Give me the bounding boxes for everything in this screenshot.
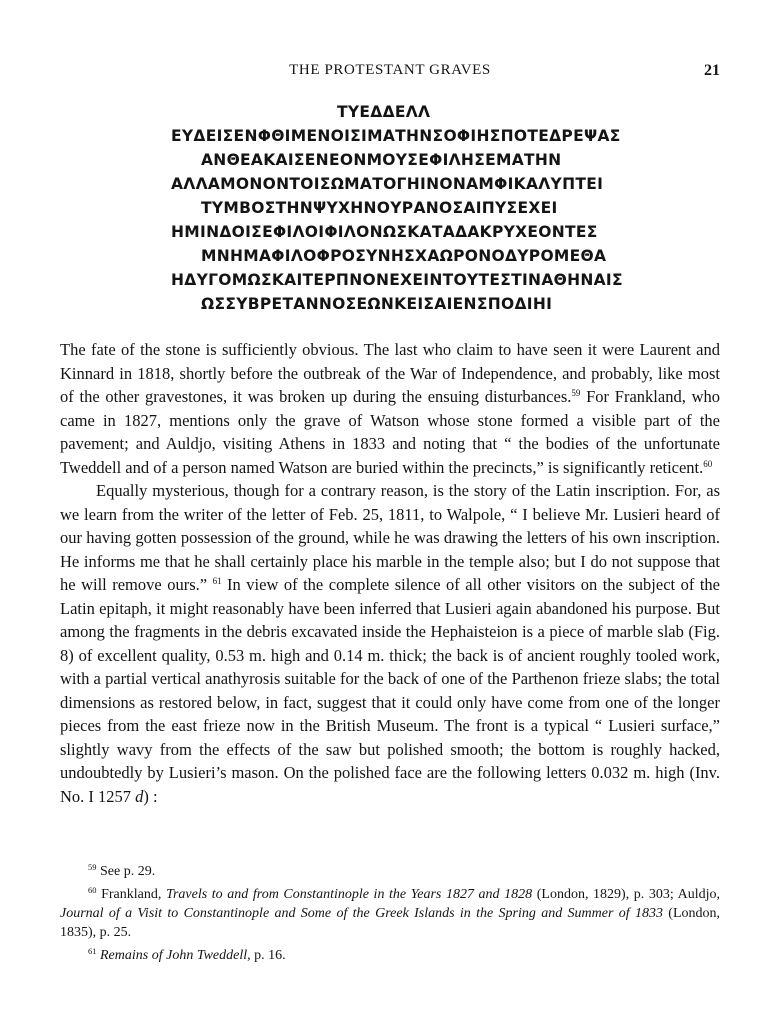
inventory-suffix: d bbox=[135, 786, 144, 806]
footnote-text: (London, 1829), p. 303; Auldjo, bbox=[532, 887, 721, 902]
paragraph-text: For Frankland, who came in 1827, mentions only the grave of Watson whose stone formed a visible part of the pavement; and Auldjo, visiting Athens in 1833 and noting that “ the bodies of the unfortunate Tweddell and of a person named Watson are buried within the precincts,” is significantly reticent. bbox=[60, 387, 720, 477]
footnote-ref: 60 bbox=[703, 458, 713, 469]
inscription-line: ΑΛΛΑΜΟΝΟΝΤΟΙΣΩΜΑΤΟΓΗΙΝΟΝΑΜΦΙΚΑΛΥΠΤΕΙ bbox=[171, 175, 604, 193]
inscription-line: ΑΝΘΕΑΚΑΙΣΕΝΕΟΝΜΟΥΣΕΦΙΛΗΣΕΜΑΤΗΝ bbox=[201, 151, 562, 169]
book-title: Travels to and from Constantinople in the Years 1827 and 1828 bbox=[165, 887, 533, 902]
running-title: THE PROTESTANT GRAVES bbox=[289, 62, 491, 78]
inscription-line: ΤΥΜΒΟΣΤΗΝΨΥΧΗΝΟΥΡΑΝΟΣΑΙΠΥΣΕΧΕΙ bbox=[201, 199, 558, 217]
inscription-line: ΤΥΕΔΔΕΛΛ bbox=[337, 103, 431, 121]
book-title: Journal of a Visit to Constantinople and Some of the Greek Islands in the Spring and Summer of 1833 bbox=[60, 906, 663, 921]
footnote bbox=[60, 881, 720, 942]
paragraph-text: Equally mysterious, though for a contrary reason, is the story of the Latin inscription. For, as we learn from the writer of the letter of Feb. 25, 1811, to Walpole, “ I believe Mr. Lusieri heard of our having gotten possession of the ground, while he was drawing the letters of his own inscription. He informs me that he shall certainly place his marble in the temple also; but I do not suppose that he will remove ours.” bbox=[60, 481, 720, 594]
paragraph bbox=[60, 479, 720, 808]
book-title: Remains of John Tweddell bbox=[100, 948, 248, 963]
paragraph-text: In view of the complete silence of all other visitors on the subject of the Latin epitaph, it might reasonably have been inferred that Lusieri again abandoned his purpose. But among the fragments in the debris excavated inside the Hephaisteion is a piece of marble slab (Fig. 8) of excellent quality, 0.53 m. high and 0.14 m. thick; the back is of ancient roughly tooled work, with a partial vertical anathyrosis suitable for the back of one of the Parthenon frieze slabs; the total dimensions as restored below, in fact, suggest that it could only have come from one of the longer pieces from the east frieze now in the British Museum. The front is a typical “ Lusieri surface,” slightly wavy from the effects of the saw but polished smooth; the bottom is roughly hacked, undoubtedly by Lusieri’s mason. On the polished face are the following letters 0.032 m. high (Inv. No. I 1257 bbox=[60, 575, 720, 806]
inscription-line: ΗΔΥΓΟΜΩΣΚΑΙΤΕΡΠΝΟΝΕΧΕΙΝΤΟΥΤΕΣΤΙΝΑΘΗΝΑΙΣ bbox=[171, 271, 623, 289]
inscription-line: ΩΣΣΥΒΡΕΤΑΝΝΟΣΕΩΝΚΕΙΣΑΙΕΝΣΠΟΔΙΗΙ bbox=[201, 295, 553, 313]
footnote-number: 61 bbox=[88, 946, 97, 956]
footnote bbox=[60, 858, 720, 881]
inscription-line: ΜΝΗΜΑΦΙΛΟΦΡΟΣΥΝΗΣΧΑΩΡΟΝΟΔΥΡΟΜΕΘΑ bbox=[201, 247, 607, 265]
page-number: 21 bbox=[704, 62, 720, 79]
footnote-text: Frankland, bbox=[96, 887, 166, 902]
footnote-text: , p. 16. bbox=[247, 948, 286, 963]
footnote-text: See p. 29. bbox=[96, 864, 156, 879]
paragraph bbox=[60, 338, 720, 479]
inscription-line: ΗΜΙΝΔΟΙΣΕΦΙΛΟΙΦΙΛΟΝΩΣΚΑΤΑΔΑΚΡΥΧΕΟΝΤΕΣ bbox=[171, 223, 598, 241]
footnote-number: 59 bbox=[88, 862, 97, 872]
paragraph-text: The fate of the stone is sufficiently obvious. The last who claim to have seen it were Laurent and Kinnard in 1818, shortly before the outbreak of the War of Independence, and probably, like most of the other gravestones, it was broken up during the ensuing disturbances. bbox=[60, 340, 720, 406]
body-text bbox=[60, 338, 720, 808]
paragraph-text: ) : bbox=[143, 786, 158, 806]
footnote-ref: 59 bbox=[571, 388, 581, 398]
footnote bbox=[60, 942, 720, 965]
footnote-text: (London, 1835), p. 25. bbox=[60, 906, 720, 940]
inscription-line: ΕΥΔΕΙΣΕΝΦΘΙΜΕΝΟΙΣΙΜΑΤΗΝΣΟΦΙΗΣΠΟΤΕΔΡΕΨΑΣ bbox=[171, 127, 621, 145]
footnote-ref: 61 bbox=[212, 576, 222, 586]
footnotes bbox=[60, 858, 720, 965]
running-head bbox=[60, 62, 720, 84]
footnote-number: 60 bbox=[88, 885, 97, 895]
